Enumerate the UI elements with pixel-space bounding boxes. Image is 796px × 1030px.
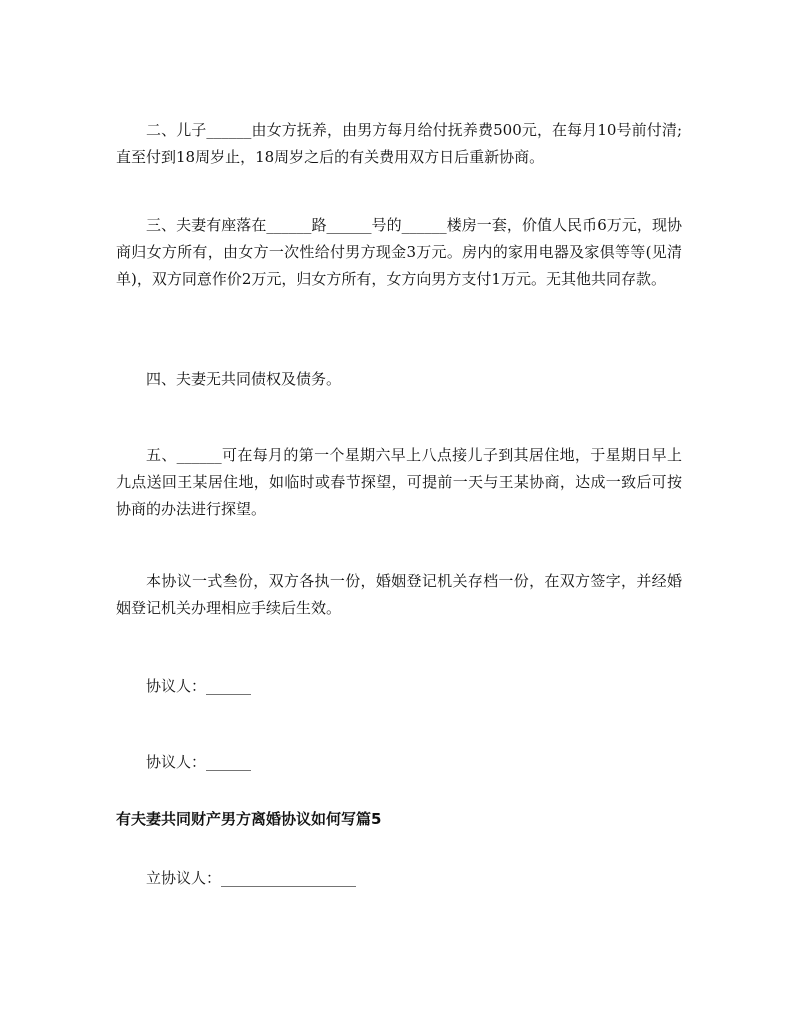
agreement-copies-paragraph: 本协议一式叁份，双方各执一份，婚姻登记机关存档一份，在双方签字，并经婚姻登记机关办理相应手续后生效。 [116,572,682,617]
section-heading: 有夫妻共同财产男方离婚协议如何写篇5 [116,810,382,828]
signer-line-2: 协议人：______ [146,753,252,771]
clause-two-paragraph: 二、儿子______由女方抚养，由男方每月给付抚养费500元，在每月10号前付清;直至付到18周岁止，18周岁之后的有关费用双方日后重新协商。 [116,121,682,166]
clause-four-paragraph: 四、夫妻无共同债权及债务。 [146,370,342,388]
clause-five-paragraph: 五、______可在每月的第一个星期六早上八点接儿子到其居住地，于星期日早上九点送回王某居住地，如临时或春节探望，可提前一天与王某协商，达成一致后可按协商的办法进行探望。 [116,446,682,518]
party-line: 立协议人：__________________ [146,869,357,887]
signer-line-1: 协议人：______ [146,677,252,695]
clause-three-paragraph: 三、夫妻有座落在______路______号的______楼房一套，价值人民币6万元，现协商归女方所有，由女方一次性给付男方现金3万元。房内的家用电器及家俱等等(见清单)，双方同意作价2万元，归女方所有，女方向男方支付1万元。无其他共同存款。 [116,216,682,288]
